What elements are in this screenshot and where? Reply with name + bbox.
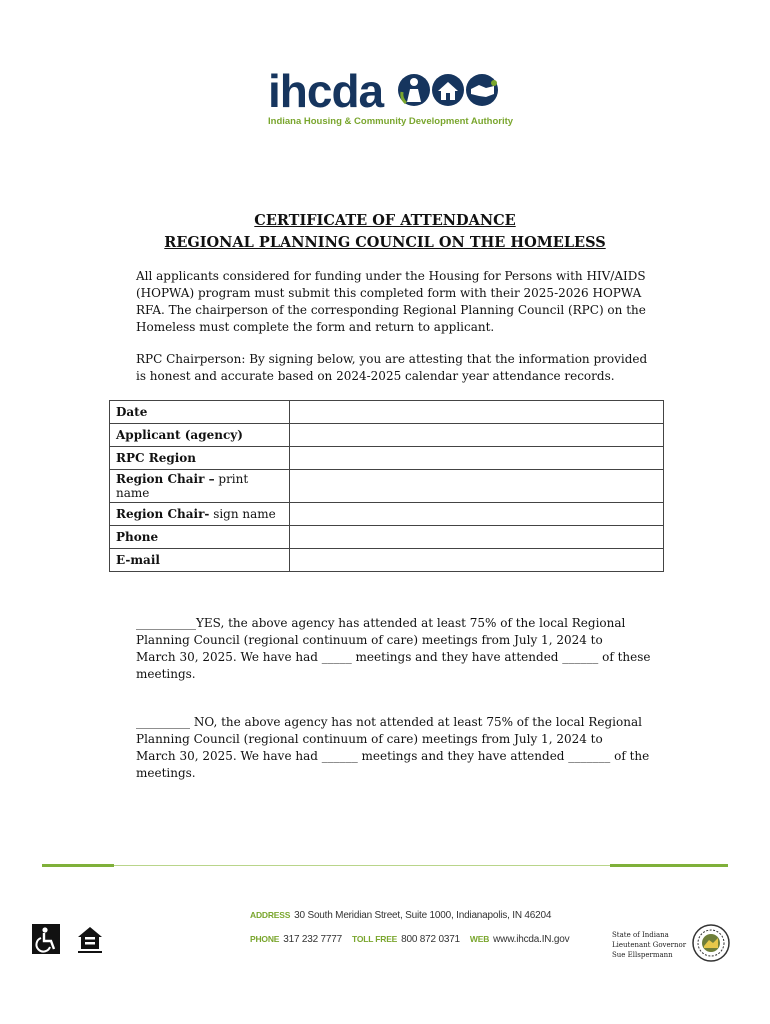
- date-field[interactable]: [290, 401, 664, 424]
- yes-line: meetings.: [136, 667, 196, 681]
- yes-option-paragraph: [136, 615, 656, 683]
- logo-icon-group: [396, 72, 500, 112]
- gov-line: Sue Ellspermann: [612, 951, 673, 959]
- tollfree-value: 800 872 0371: [401, 934, 460, 945]
- no-line: March 30, 2025. We have had ______ meetings and they have attended _______ of the: [136, 749, 650, 763]
- row-label-rpc-region: RPC Region: [110, 447, 290, 470]
- web-link[interactable]: www.ihcda.IN.gov: [493, 934, 570, 945]
- ihcda-logo: [268, 65, 514, 132]
- rpc-region-field[interactable]: [290, 447, 664, 470]
- state-seal-icon: [692, 924, 730, 962]
- gov-line: Lieutenant Governor: [612, 941, 687, 949]
- table-row: [110, 549, 664, 572]
- yes-line: __________YES, the above agency has attended at least 75% of the local Regional: [136, 616, 626, 630]
- house-icon: [432, 74, 464, 106]
- row-label-phone: Phone: [110, 526, 290, 549]
- no-line: Planning Council (regional continuum of care) meetings from July 1, 2024 to: [136, 732, 603, 746]
- intro-line: (HOPWA) program must submit this completed form with their 2025-2026 HOPWA: [136, 286, 642, 300]
- table-row: [110, 424, 664, 447]
- footer-rule-middle: [114, 865, 610, 866]
- accessibility-icon: [32, 924, 60, 954]
- logo-wordmark: ihcda: [268, 65, 384, 117]
- no-line: _________ NO, the above agency has not attended at least 75% of the local Regional: [136, 715, 642, 729]
- table-row: [110, 401, 664, 424]
- intro-line: Homeless must complete the form and return to applicant.: [136, 320, 495, 334]
- row-label-chair-sign: Region Chair- sign name: [110, 503, 290, 526]
- yes-line: March 30, 2025. We have had _____ meetings and they have attended ______ of these: [136, 650, 651, 664]
- footer-rule-left: [42, 864, 114, 867]
- logo-tagline: Indiana Housing & Community Development Authority: [268, 116, 514, 127]
- equal-housing-icon: [76, 925, 104, 955]
- intro-line: All applicants considered for funding under the Housing for Persons with HIV/AIDS: [136, 269, 646, 283]
- row-label-chair-print: Region Chair – print name: [110, 470, 290, 503]
- attestation-paragraph: [136, 351, 656, 385]
- row-label-applicant: Applicant (agency): [110, 424, 290, 447]
- document-title-line-1: CERTIFICATE OF ATTENDANCE: [254, 212, 516, 229]
- attest-line: RPC Chairperson: By signing below, you are attesting that the information provided: [136, 352, 648, 366]
- table-row: [110, 470, 664, 503]
- phone-value: 317 232 7777: [283, 934, 343, 945]
- address-value: 30 South Meridian Street, Suite 1000, Indianapolis, IN 46204: [294, 910, 552, 921]
- footer-address: [250, 910, 551, 921]
- table-row: [110, 503, 664, 526]
- table-row: [110, 447, 664, 470]
- web-key: WEB: [469, 934, 490, 944]
- attest-line: is honest and accurate based on 2024-2025 calendar year attendance records.: [136, 369, 615, 383]
- gov-line: State of Indiana: [612, 931, 669, 939]
- footer-rule-right: [610, 864, 728, 867]
- table-row: [110, 526, 664, 549]
- handshake-icon: [466, 74, 498, 106]
- row-label-email: E-mail: [110, 549, 290, 572]
- footer-phone-line: [250, 934, 569, 945]
- attendance-form-table: [109, 400, 664, 572]
- row-label-date: Date: [110, 401, 290, 424]
- phone-field[interactable]: [290, 526, 664, 549]
- no-option-paragraph: [136, 714, 656, 782]
- tollfree-key: TOLL FREE: [352, 934, 398, 944]
- address-key: ADDRESS: [250, 910, 291, 920]
- yes-line: Planning Council (regional continuum of care) meetings from July 1, 2024 to: [136, 633, 603, 647]
- region-chair-print-name-field[interactable]: [290, 470, 664, 503]
- document-title-line-2: REGIONAL PLANNING COUNCIL ON THE HOMELESS: [164, 234, 606, 251]
- governor-credit: [612, 930, 686, 960]
- region-chair-signature-field[interactable]: [290, 503, 664, 526]
- person-icon: [398, 74, 430, 106]
- email-field[interactable]: [290, 549, 664, 572]
- intro-paragraph: [136, 268, 656, 336]
- no-line: meetings.: [136, 766, 196, 780]
- phone-key: PHONE: [250, 934, 280, 944]
- intro-line: RFA. The chairperson of the corresponding Regional Planning Council (RPC) on the: [136, 303, 646, 317]
- applicant-agency-field[interactable]: [290, 424, 664, 447]
